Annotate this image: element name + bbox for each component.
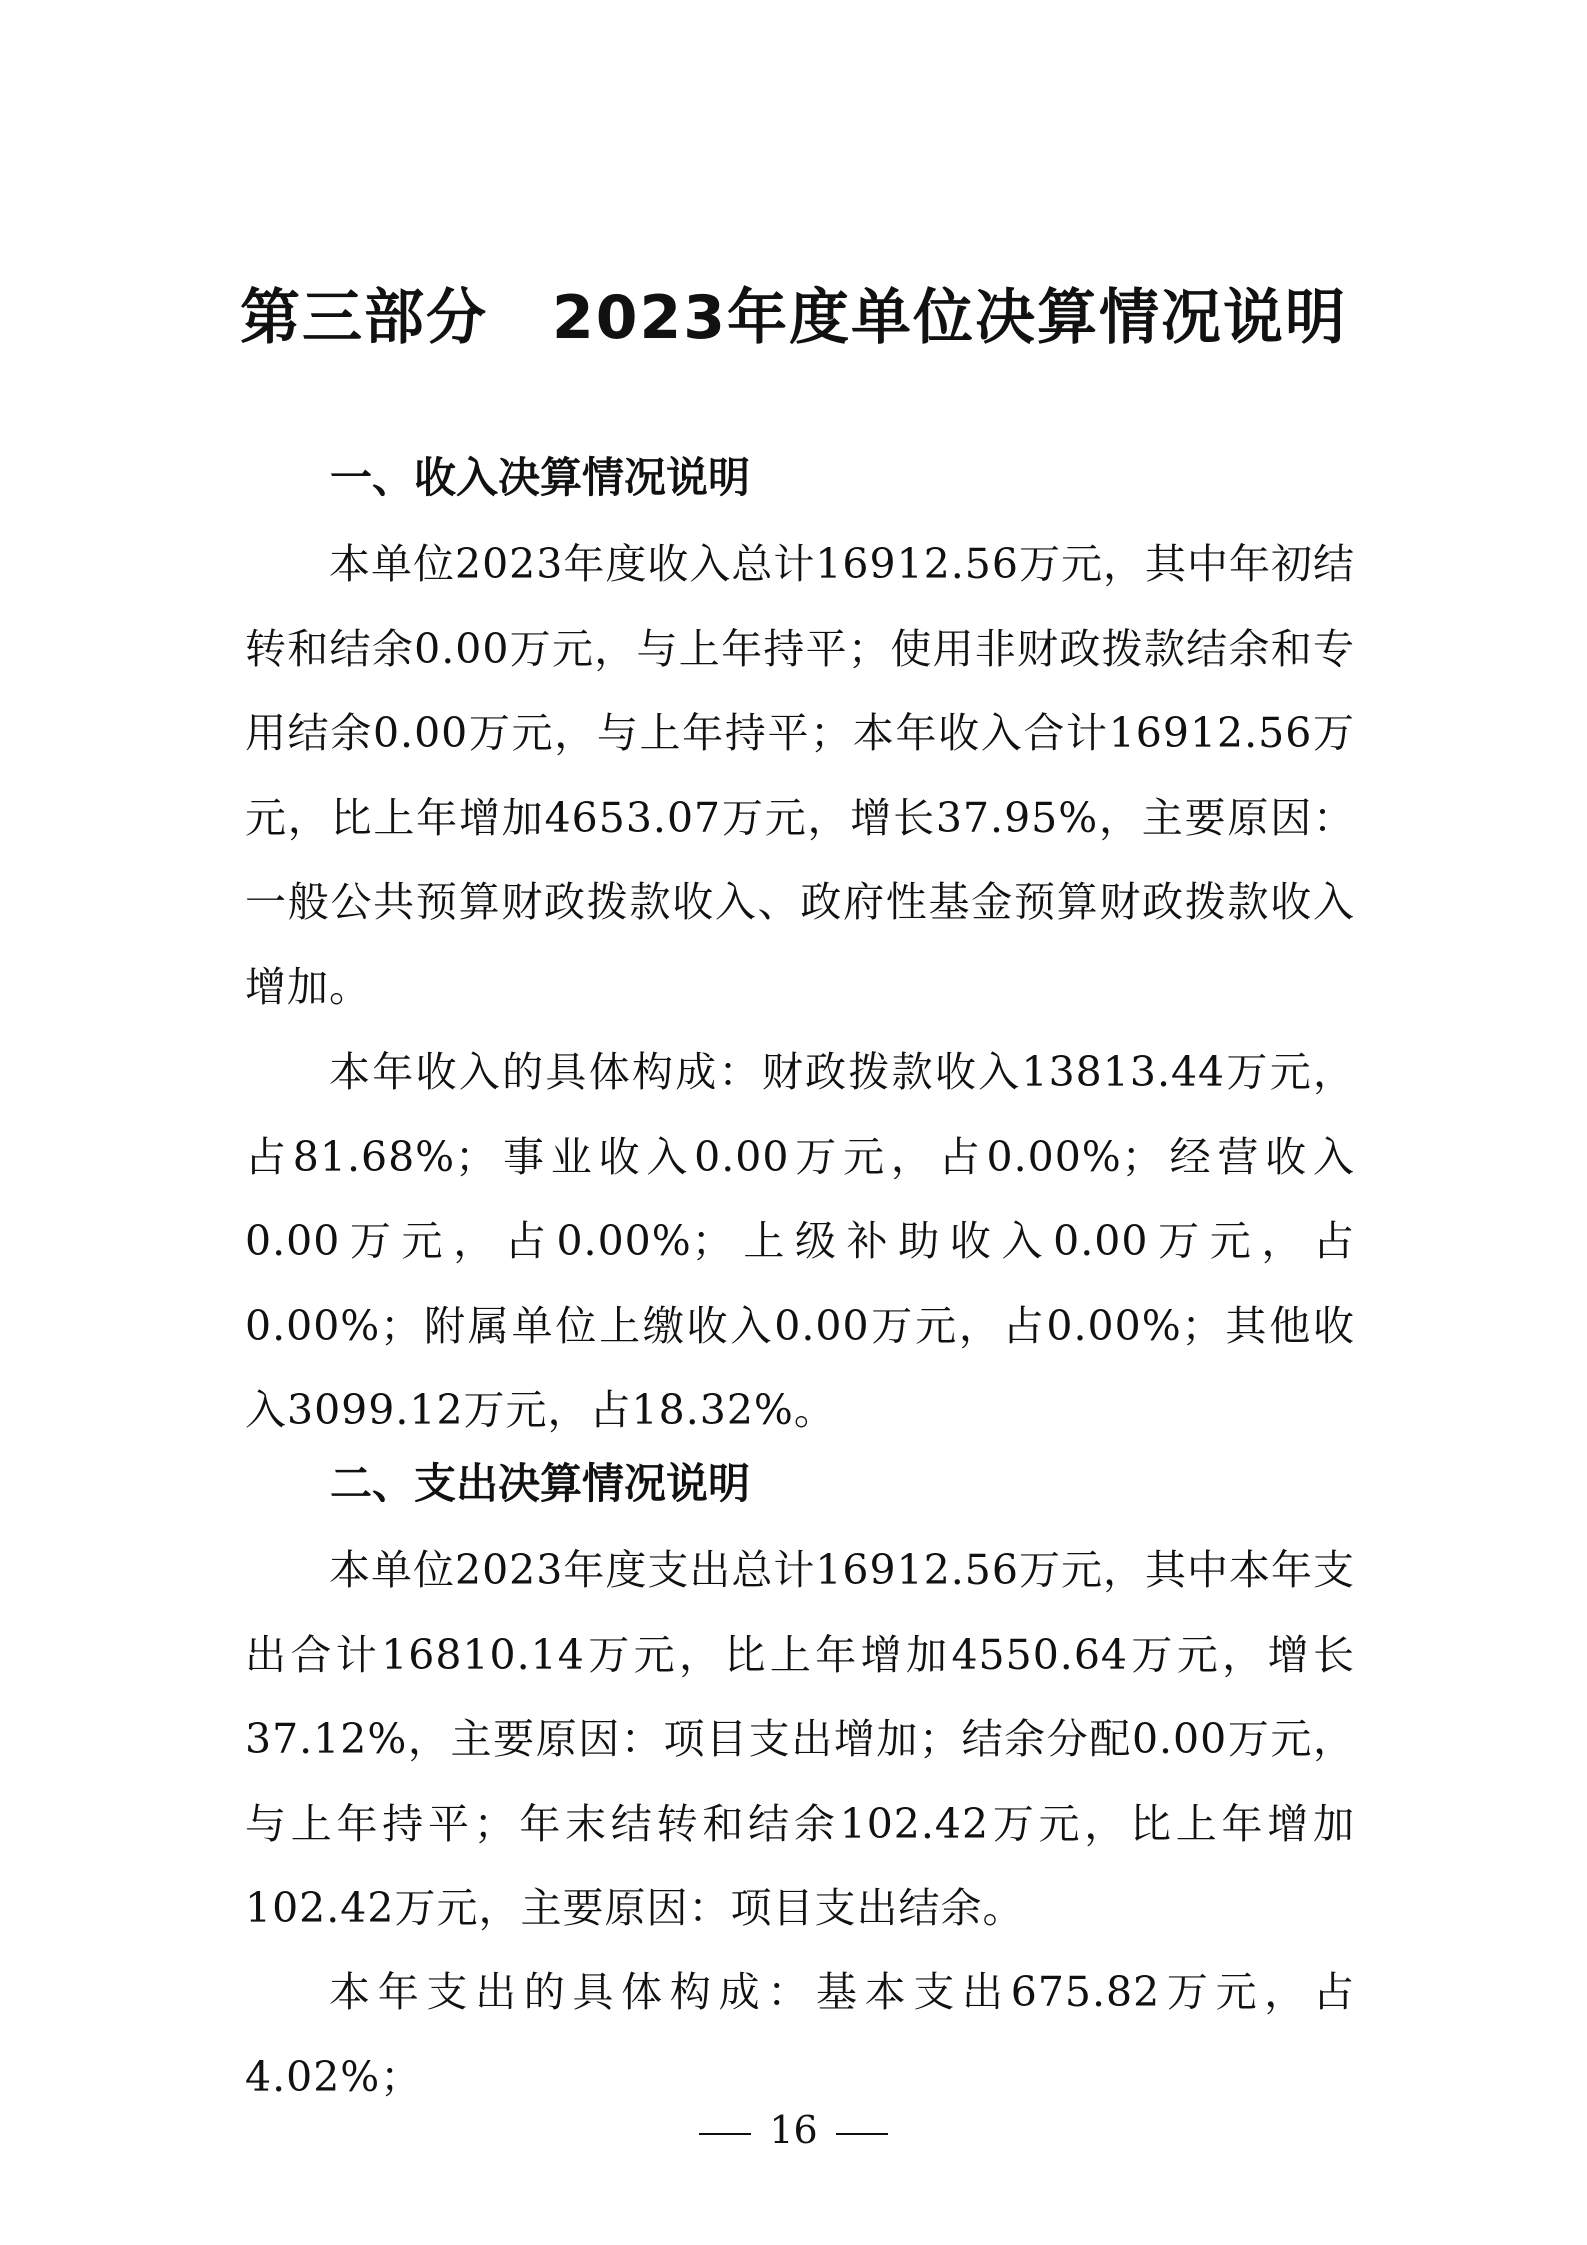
page-number: 16 [769,2108,818,2152]
footer-dash-right [836,2133,888,2135]
expense-paragraph-1: 本单位2023年度支出总计16912.56万元，其中本年支出合计16810.14万元，比上年增加4550.64万元，增长37.12%，主要原因：项目支出增加；结余分配0.00万元，与上年持平；年末结转和结余102.42万元，比上年增加102.42万元，主要原因：项目支出结余。 [245,1546,1355,1932]
expense-paragraph-2: 本年支出的具体构成：基本支出675.82万元，占4.02%； [245,1968,1355,2101]
section-heading-income: 一、收入决算情况说明 [330,453,751,502]
title-main: 2023年度单位决算情况说明 [552,283,1347,353]
footer-dash-left [699,2133,751,2135]
title-part: 第三部分 [240,283,488,353]
income-paragraph-1: 本单位2023年度收入总计16912.56万元，其中年初结转和结余0.00万元，与上年持平；使用非财政拨款结余和专用结余0.00万元，与上年持平；本年收入合计16912.56万元，比上年增加4653.07万元，增长37.95%，主要原因：一般公共预算财政拨款收入、政府性基金预算财政拨款收入增加。 [245,540,1355,1011]
income-paragraph-2: 本年收入的具体构成：财政拨款收入13813.44万元，占81.68%；事业收入0.00万元，占0.00%；经营收入0.00万元，占0.00%；上级补助收入0.00万元，占0.00%；附属单位上缴收入0.00万元，占0.00%；其他收入3099.12万元，占18.32%。 [245,1048,1355,1434]
section-heading-expense: 二、支出决算情况说明 [330,1459,751,1508]
page-title [0,278,1587,358]
page-footer [0,2105,1587,2155]
